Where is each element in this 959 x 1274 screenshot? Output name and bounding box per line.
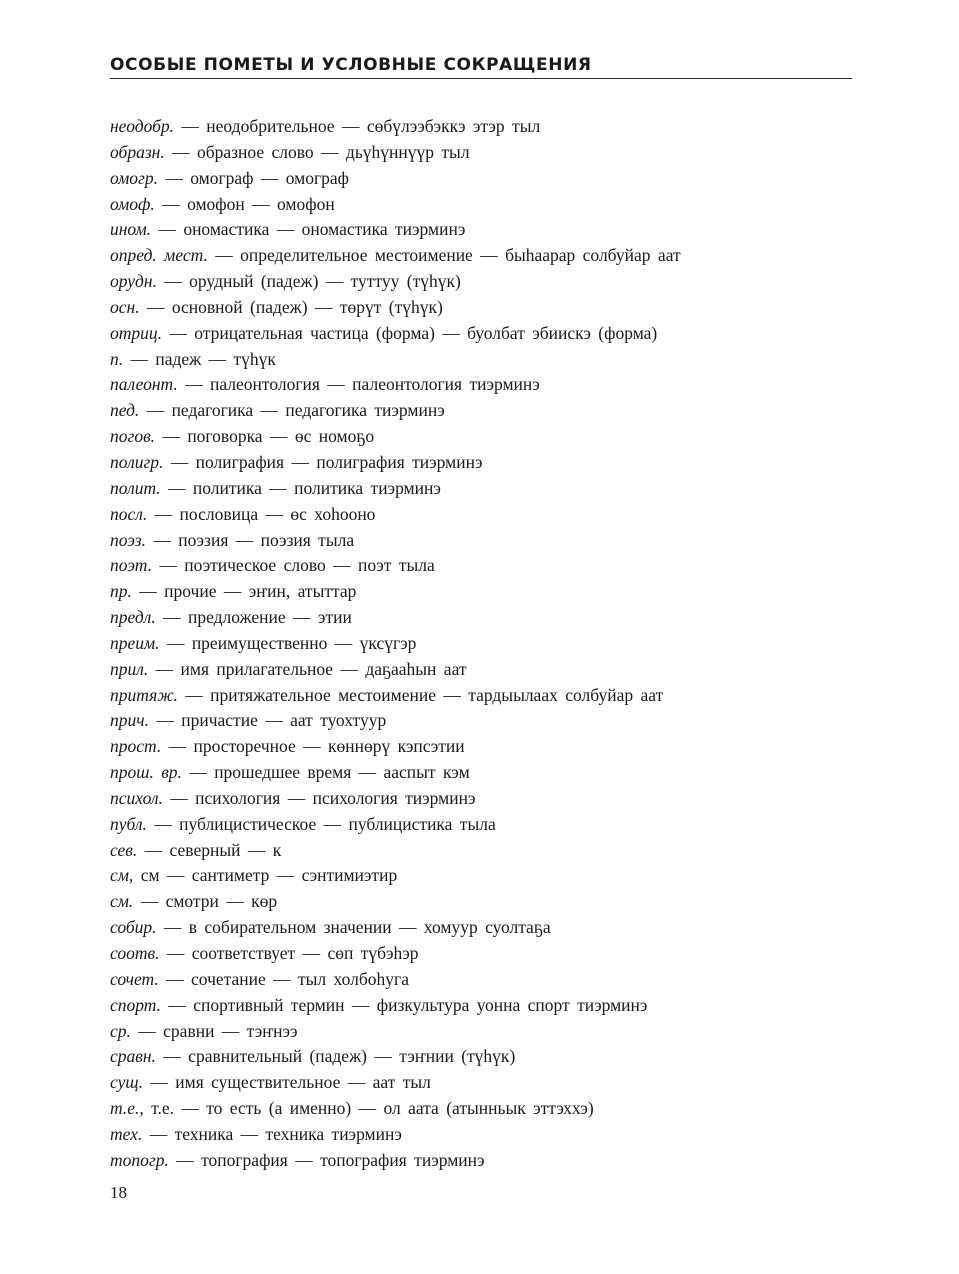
list-item bbox=[110, 398, 870, 424]
definition: — омофон — омофон bbox=[154, 193, 335, 214]
list-item bbox=[110, 1122, 870, 1148]
definition: — предложение — этии bbox=[155, 607, 352, 628]
abbreviation: погов. bbox=[110, 426, 156, 447]
list-item bbox=[110, 993, 870, 1019]
definition: — поэзия — поэзия тыла bbox=[145, 529, 355, 550]
list-item bbox=[110, 631, 870, 657]
definition: — имя существительное — аат тыл bbox=[143, 1072, 431, 1093]
definition: — психология — психология тиэрминэ bbox=[162, 787, 476, 808]
abbreviation: сев. bbox=[110, 839, 138, 860]
abbreviation: сравн. bbox=[110, 1046, 156, 1067]
definition: — образное слово — дьүһүннүүр тыл bbox=[164, 141, 470, 162]
list-item bbox=[110, 863, 870, 889]
page-title: ОСОБЫЕ ПОМЕТЫ И УСЛОВНЫЕ СОКРАЩЕНИЯ bbox=[110, 55, 592, 75]
abbreviation: топогр. bbox=[110, 1149, 169, 1170]
list-item bbox=[110, 1148, 870, 1174]
abbreviation: прост. bbox=[110, 736, 162, 757]
list-item bbox=[110, 1044, 870, 1070]
list-item bbox=[110, 140, 870, 166]
definition: — техника — техника тиэрминэ bbox=[142, 1123, 402, 1144]
definition: — имя прилагательное — даҕааһын аат bbox=[148, 658, 467, 679]
abbreviation: полит. bbox=[110, 477, 161, 498]
definition: — палеонтология — палеонтология тиэрминэ bbox=[177, 374, 540, 395]
definition: — полиграфия — полиграфия тиэрминэ bbox=[163, 451, 483, 472]
definition: — смотри — көр bbox=[133, 891, 278, 912]
definition: т.е. — то есть (а именно) — ол аата (атынньык эттэххэ) bbox=[143, 1098, 594, 1119]
abbreviation: посл. bbox=[110, 503, 148, 524]
list-item bbox=[110, 166, 870, 192]
abbreviation: омоф. bbox=[110, 193, 155, 214]
definition: — основной (падеж) — төрүт (түһүк) bbox=[139, 296, 443, 317]
abbreviation-list bbox=[110, 114, 870, 1174]
definition: — орудный (падеж) — туттуу (түһүк) bbox=[156, 271, 461, 292]
definition: — прошедшее время — ааспыт кэм bbox=[181, 762, 470, 783]
list-item bbox=[110, 915, 870, 941]
definition: — публицистическое — публицистика тыла bbox=[146, 813, 496, 834]
definition: — неодобрительное — сөбүлээбэккэ этэр тыл bbox=[174, 116, 541, 136]
list-item bbox=[110, 192, 870, 218]
abbreviation: см. bbox=[110, 891, 134, 912]
list-item bbox=[110, 605, 870, 631]
abbreviation: поэт. bbox=[110, 555, 152, 576]
abbreviation: ином. bbox=[110, 219, 152, 240]
abbreviation: пр. bbox=[110, 581, 132, 602]
definition: см — сантиметр — сэнтимиэтир bbox=[133, 865, 398, 886]
list-item bbox=[110, 476, 870, 502]
list-item bbox=[110, 321, 870, 347]
abbreviation: ср. bbox=[110, 1020, 131, 1041]
abbreviation: поэз. bbox=[110, 529, 146, 550]
definition: — соответствует — сөп түбэһэр bbox=[159, 943, 419, 963]
definition: — причастие — аат туохтуур bbox=[148, 710, 387, 731]
list-item bbox=[110, 838, 870, 864]
list-item bbox=[110, 217, 870, 243]
abbreviation: палеонт. bbox=[110, 374, 178, 395]
abbreviation: п. bbox=[110, 348, 124, 369]
definition: — ономастика — ономастика тиэрминэ bbox=[151, 219, 466, 240]
list-item bbox=[110, 657, 870, 683]
abbreviation: неодобр. bbox=[110, 116, 175, 136]
definition: — сравнительный (падеж) — тэҥнии (түһүк) bbox=[155, 1046, 516, 1067]
list-item bbox=[110, 786, 870, 812]
abbreviation: предл. bbox=[110, 607, 156, 628]
list-item bbox=[110, 760, 870, 786]
definition: — пословица — өс хоһооно bbox=[147, 503, 376, 524]
abbreviation: прич. bbox=[110, 710, 149, 731]
definition: — омограф — омограф bbox=[157, 167, 350, 188]
list-item bbox=[110, 528, 870, 554]
page-number: 18 bbox=[110, 1183, 127, 1202]
definition: — северный — к bbox=[137, 839, 282, 860]
definition: — преимущественно — үксүгэр bbox=[159, 632, 417, 653]
abbreviation: тех. bbox=[110, 1123, 143, 1144]
definition: — прочие — эҥин, атыттар bbox=[131, 581, 357, 602]
list-item bbox=[110, 372, 870, 398]
abbreviation: сущ. bbox=[110, 1072, 144, 1093]
definition: — падеж — түһүк bbox=[123, 348, 276, 369]
list-item bbox=[110, 812, 870, 838]
abbreviation: собир. bbox=[110, 917, 157, 938]
definition: — сравни — тэҥнээ bbox=[130, 1020, 298, 1041]
list-item bbox=[110, 1070, 870, 1096]
list-item bbox=[110, 424, 870, 450]
list-item bbox=[110, 1019, 870, 1045]
abbreviation: см, bbox=[110, 865, 134, 886]
list-item bbox=[110, 553, 870, 579]
abbreviation: т.е., bbox=[110, 1098, 144, 1119]
list-item bbox=[110, 889, 870, 915]
list-item bbox=[110, 579, 870, 605]
abbreviation: сочет. bbox=[110, 968, 159, 989]
abbreviation: притяж. bbox=[110, 684, 178, 705]
abbreviation: пед. bbox=[110, 400, 140, 421]
abbreviation: соотв. bbox=[110, 943, 160, 963]
abbreviation: опред. мест. bbox=[110, 245, 208, 266]
list-item bbox=[110, 502, 870, 528]
definition: — притяжательное местоимение — тардыылаах солбуйар аат bbox=[177, 684, 664, 705]
definition: — спортивный термин — физкультура уонна спорт тиэрминэ bbox=[161, 994, 648, 1015]
definition: — поговорка — өс номоҕо bbox=[155, 426, 375, 447]
list-item bbox=[110, 941, 870, 967]
abbreviation: образн. bbox=[110, 141, 165, 162]
abbreviation: прош. вр. bbox=[110, 762, 182, 783]
definition: — сочетание — тыл холбоһуга bbox=[158, 968, 409, 989]
list-item bbox=[110, 967, 870, 993]
abbreviation: спорт. bbox=[110, 994, 162, 1015]
definition: — политика — политика тиэрминэ bbox=[160, 477, 441, 498]
list-item bbox=[110, 114, 870, 140]
list-item bbox=[110, 683, 870, 709]
abbreviation: отриц. bbox=[110, 322, 163, 343]
list-item bbox=[110, 734, 870, 760]
list-item bbox=[110, 450, 870, 476]
list-item bbox=[110, 347, 870, 373]
abbreviation: публ. bbox=[110, 813, 147, 834]
abbreviation: орудн. bbox=[110, 271, 157, 292]
abbreviation: преим. bbox=[110, 632, 160, 653]
abbreviation: осн. bbox=[110, 296, 140, 317]
list-item bbox=[110, 295, 870, 321]
definition: — определительное местоимение — быһаарар солбуйар аат bbox=[207, 245, 681, 266]
definition: — отрицательная частица (форма) — буолбат эбиискэ (форма) bbox=[162, 322, 658, 343]
list-item bbox=[110, 269, 870, 295]
definition: — в собирательном значении — хомуур суолтаҕа bbox=[156, 917, 551, 938]
abbreviation: психол. bbox=[110, 787, 163, 808]
definition: — просторечное — көннөрү кэпсэтии bbox=[161, 736, 465, 757]
definition: — топография — топография тиэрминэ bbox=[168, 1149, 485, 1170]
abbreviation: полигр. bbox=[110, 451, 164, 472]
list-item bbox=[110, 243, 870, 269]
definition: — поэтическое слово — поэт тыла bbox=[151, 555, 435, 576]
abbreviation: омогр. bbox=[110, 167, 158, 188]
page-header bbox=[110, 54, 852, 79]
abbreviation: прил. bbox=[110, 658, 149, 679]
list-item bbox=[110, 708, 870, 734]
list-item bbox=[110, 1096, 870, 1122]
definition: — педагогика — педагогика тиэрминэ bbox=[139, 400, 445, 421]
